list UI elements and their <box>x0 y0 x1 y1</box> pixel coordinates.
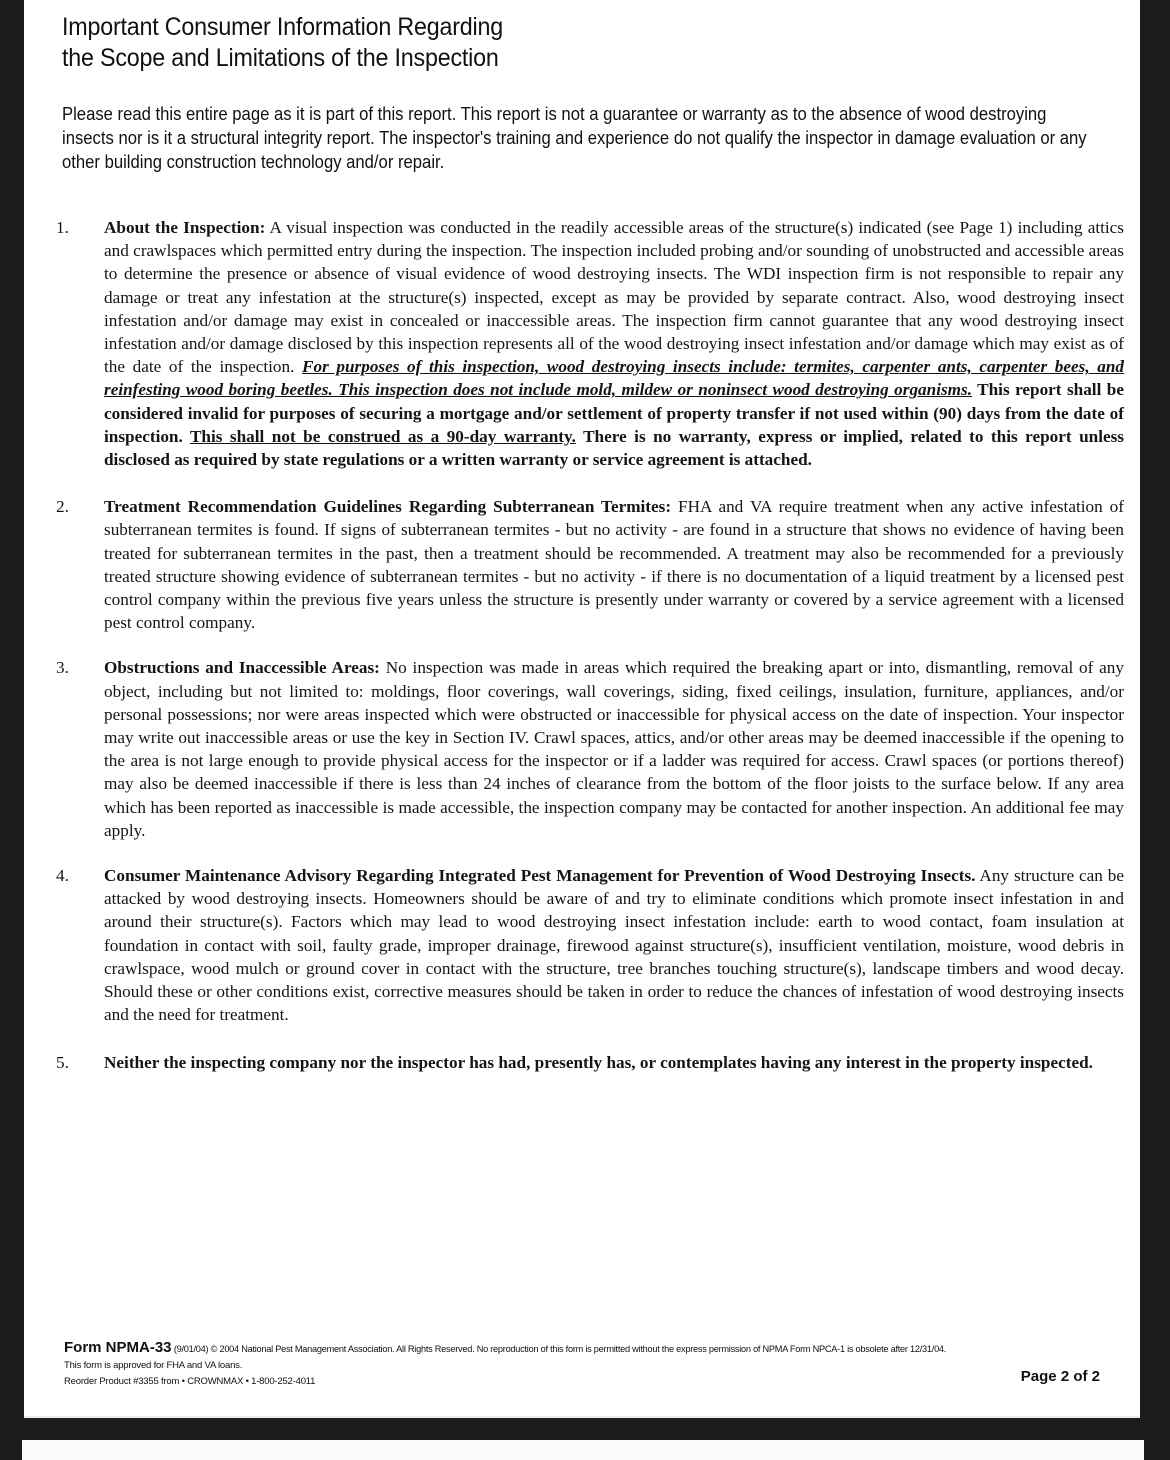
wdi-definition-underlined: For purposes of this inspection, wood destroying insects include: termites, carpenter ants, carpenter bees, and reinfesting wood boring beetles. This inspection does not include mold, mildew or noninsect wood destroying organisms. <box>104 357 1124 400</box>
section-heading: About the Inspection: <box>104 218 266 237</box>
no-warranty-notice: There is no warranty, express or implied, related to this report unless disclosed as required by state regulations or a written warranty or service agreement is attached. <box>104 426 1124 470</box>
page-number: Page 2 of 2 <box>1020 1368 1100 1385</box>
numbered-sections <box>56 216 1124 1096</box>
section-number: 1. <box>56 218 69 237</box>
section-body: FHA and VA require treatment when any active infestation of subterranean termites is found. If signs of subterranean termites - but no activity - are found in a structure that shows no evidence of having been treated for subterranean termites in the past, then a treatment should be recommended. A treatment may also be recommended for a previously treated structure showing evidence of subterranean termites - but no activity - if there is no documentation of a liquid treatment by a licensed pest control company within the previous five years unless the structure is presently under warranty or covered by a service agreement with a licensed pest control company. <box>104 497 1125 633</box>
intro-paragraph: Please read this entire page as it is part of this report. This report is not a guarantee or warranty as to the absence of wood destroying insects nor is it a structural integrity report. The inspector's training and experience do not qualify the inspector in damage evaluation or any other building construction technology and/or repair. <box>62 104 1087 172</box>
section-about-inspection <box>56 216 1124 471</box>
form-name: Form NPMA-33 <box>64 1339 172 1356</box>
section-heading: Treatment Recommendation Guidelines Regarding Subterranean Termites: <box>104 497 672 517</box>
title-line-2: the Scope and Limitations of the Inspection <box>62 44 499 72</box>
section-number: 4. <box>56 866 69 886</box>
section-treatment-guidelines <box>56 495 1124 634</box>
page-title <box>62 12 503 74</box>
section-body: No inspection was made in areas which required the breaking apart or into, dismantling, removal of any object, including but not limited to: moldings, floor coverings, wall coverings, siding, fixed ceilings, insulation, furniture, appliances, and/or personal possessions; nor were areas inspected which were obstructed or inaccessible for physical access on the date of inspection. Your inspector may write out inaccessible areas or use the key in Section IV. Crawl spaces, attics, and/or other areas may be deemed inaccessible if the opening to the area is not large enough to provide physical access for the inspector or if a ladder was required for access. Crawl spaces (or portions thereof) may also be deemed inaccessible if there is less than 24 inches of clearance from the bottom of the floor joists to the surface below. If any area which has been reported as inaccessible is made accessible, the inspection company may be contacted for another inspection. An additional fee may apply. <box>104 658 1124 840</box>
section-heading: Consumer Maintenance Advisory Regarding Integrated Pest Management for Prevention of Wood Destroying Insects. <box>104 866 976 886</box>
section-no-interest <box>56 1051 1124 1074</box>
section-number: 3. <box>56 658 69 678</box>
section-obstructions <box>56 656 1124 842</box>
validity-notice: This report shall be considered invalid for purposes of securing a mortgage and/or settlement of property transfer if not used within (90) days from the date of inspection. <box>104 380 1124 446</box>
section-maintenance-advisory <box>56 864 1124 1026</box>
section-number: 5. <box>56 1052 69 1072</box>
form-footer <box>64 1339 1124 1387</box>
copyright-notice: (9/01/04) © 2004 National Pest Management Association. All Rights Reserved. No reproduction of this form is permitted without the express permission of NPMA Form NPCA-1 is obsolete after 12/31/04. <box>171 1344 947 1354</box>
section-number: 2. <box>56 497 69 517</box>
title-line-1: Important Consumer Information Regarding <box>62 13 503 41</box>
reorder-info: Reorder Product #3355 from • CROWNMAX • 1-800-252-4011 <box>64 1376 316 1387</box>
section-body: Neither the inspecting company nor the inspector has had, presently has, or contemplates having any interest in the property inspected. <box>104 1052 1093 1072</box>
document-page <box>24 0 1140 1418</box>
next-page-preview <box>22 1440 1144 1460</box>
approval-notice: This form is approved for FHA and VA loans. <box>64 1360 243 1371</box>
section-heading: Obstructions and Inaccessible Areas: <box>104 658 380 678</box>
warranty-disclaimer-underlined: This shall not be construed as a 90-day warranty. <box>189 426 576 446</box>
section-body: Any structure can be attacked by wood destroying insects. Homeowners should be aware of and try to eliminate conditions which promote insect infestation in and around their structure(s). Factors which may lead to wood destroying insect infestation include: earth to wood contact, foam insulation at foundation in contact with soil, faulty grade, improper drainage, firewood against structure(s), insufficient ventilation, moisture, wood debris in crawlspace, wood mulch or ground cover in contact with the structure, tree branches touching structure(s), landscape timbers and wood decay. Should these or other conditions exist, corrective measures should be taken in order to reduce the chances of infestation of wood destroying insects and the need for treatment. <box>104 866 1124 1025</box>
section-body: A visual inspection was conducted in the readily accessible areas of the structure(s) indicated (see Page 1) including attics and crawlspaces which permitted entry during the inspection. The inspection included probing and/or sounding of unobstructed and accessible areas to determine the presence or absence of visual evidence of wood destroying insects. The WDI inspection firm is not responsible to repair any damage or treat any infestation at the structure(s) inspected, except as may be provided by separate contract. Also, wood destroying insect infestation and/or damage may exist in concealed or inaccessible areas. The inspection firm cannot guarantee that any wood destroying insect infestation and/or damage disclosed by this inspection represents all of the wood destroying insect infestation and/or damage which may exist as of the date of the inspection. <box>104 218 1124 377</box>
